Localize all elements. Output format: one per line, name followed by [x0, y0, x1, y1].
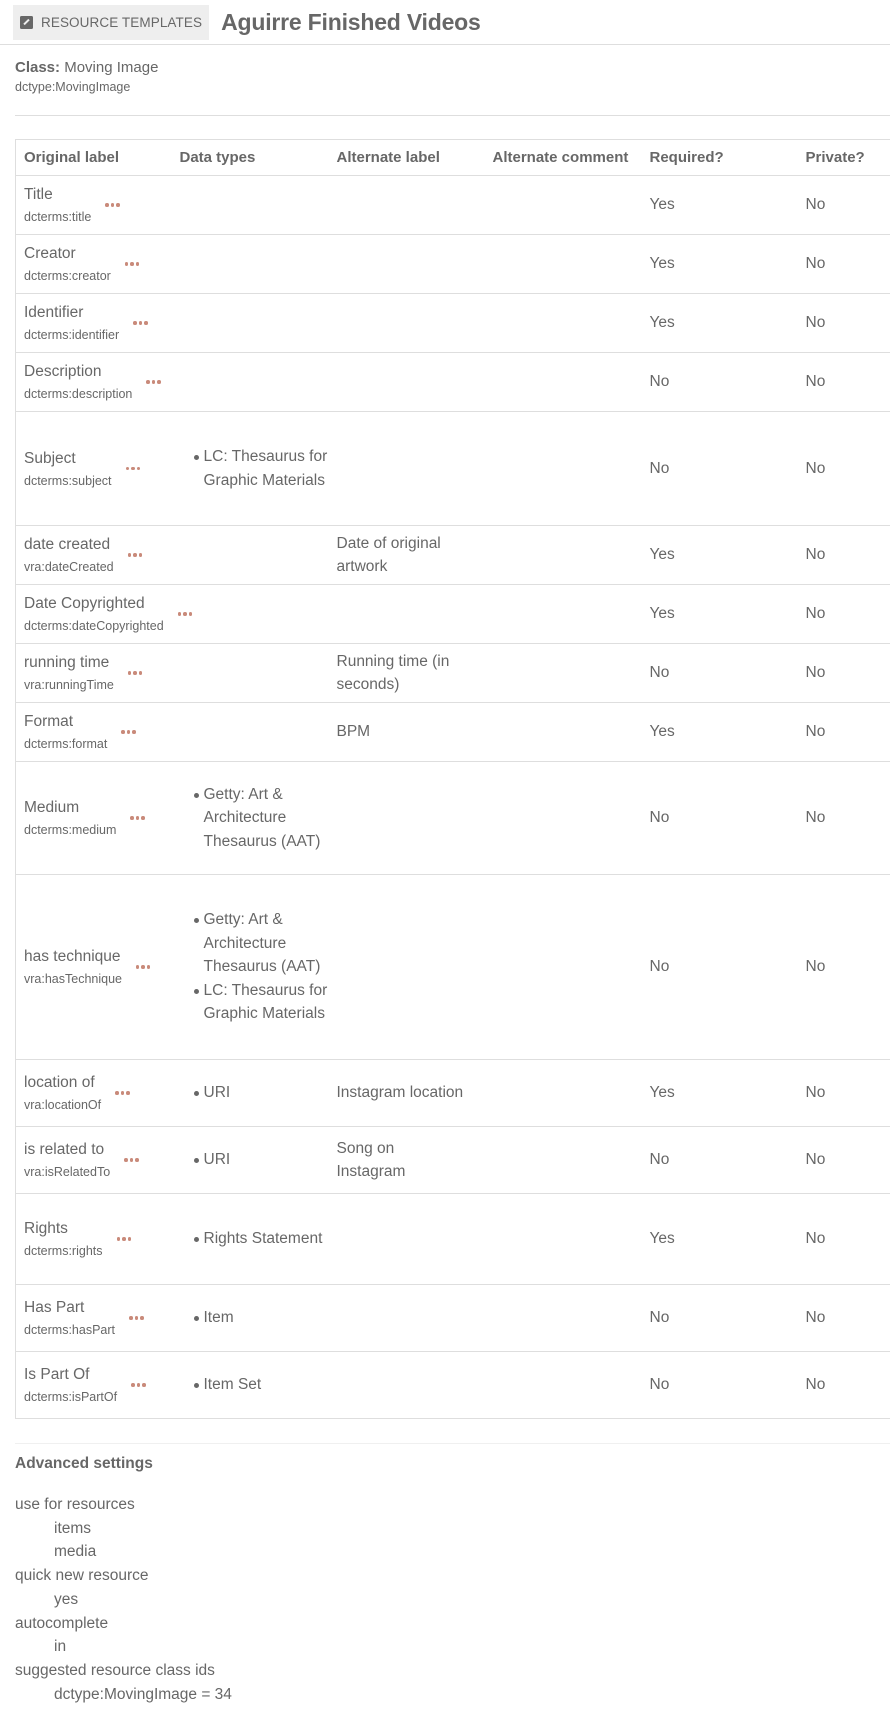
original-label-cell [16, 1194, 172, 1285]
original-label-cell [16, 1352, 172, 1419]
properties-table [15, 139, 890, 1419]
data-types-list [180, 1306, 329, 1330]
data-types-cell [172, 176, 329, 235]
alternate-comment-cell [485, 762, 642, 875]
data-types-cell [172, 644, 329, 703]
private-cell: No [798, 353, 890, 412]
ellipsis-dot [137, 467, 141, 471]
label-text [24, 797, 116, 839]
data-types-cell [172, 1352, 329, 1419]
data-types-list [180, 1373, 329, 1397]
label-text [24, 448, 112, 490]
data-types-cell [172, 875, 329, 1060]
original-label-cell [16, 703, 172, 762]
private-cell: No [798, 412, 890, 526]
required-cell: Yes [642, 526, 798, 585]
label-wrap [24, 1297, 172, 1339]
original-label-cell [16, 875, 172, 1060]
property-label: location of [24, 1074, 95, 1091]
label-text [24, 946, 122, 988]
ellipsis-dot [140, 1316, 144, 1320]
ellipsis-icon[interactable] [115, 1091, 130, 1095]
alternate-label-cell: Date of original artwork [329, 526, 485, 585]
data-types-list [180, 1081, 329, 1105]
original-label-cell [16, 762, 172, 875]
private-cell: No [798, 1060, 890, 1127]
ellipsis-icon[interactable] [117, 1237, 132, 1241]
ellipsis-icon[interactable] [133, 321, 148, 325]
property-term: dcterms:hasPart [24, 1323, 116, 1337]
alternate-label-cell [329, 176, 485, 235]
data-type-item: URI [194, 1081, 329, 1105]
advanced-divider [15, 1443, 890, 1444]
ellipsis-dot [121, 1091, 125, 1095]
original-label-cell [16, 412, 172, 526]
advanced-settings-list [15, 1493, 232, 1706]
property-label: date created [24, 536, 111, 553]
required-cell: Yes [642, 703, 798, 762]
ellipsis-dot [131, 467, 135, 471]
class-line [15, 58, 875, 78]
private-cell: No [798, 235, 890, 294]
ellipsis-dot [144, 321, 148, 325]
label-wrap [24, 184, 172, 226]
property-term: vra:hasTechnique [24, 972, 122, 986]
label-text [24, 652, 114, 694]
label-text [24, 184, 91, 226]
data-types-cell [172, 294, 329, 353]
required-cell: Yes [642, 294, 798, 353]
data-type-item: Item Set [194, 1373, 329, 1397]
property-term: vra:isRelatedTo [24, 1165, 111, 1179]
private-cell: No [798, 176, 890, 235]
ellipsis-dot [152, 380, 156, 384]
col-alternate-comment: Alternate comment [485, 140, 642, 176]
ellipsis-dot [136, 262, 140, 266]
required-cell: No [642, 412, 798, 526]
label-text [24, 1072, 101, 1114]
advanced-setting-key: use for resources [15, 1496, 135, 1513]
alternate-comment-cell [485, 294, 642, 353]
property-term: dcterms:creator [24, 269, 111, 283]
alternate-comment-cell [485, 1352, 642, 1419]
label-wrap [24, 1072, 172, 1114]
class-info [0, 45, 890, 115]
ellipsis-dot [127, 730, 131, 734]
alternate-comment-cell [485, 1194, 642, 1285]
original-label-cell [16, 644, 172, 703]
table-row [16, 1127, 890, 1194]
property-term: dcterms:dateCopyrighted [24, 619, 164, 633]
property-label: Creator [24, 245, 76, 262]
ellipsis-dot [133, 553, 137, 557]
ellipsis-dot [129, 1316, 133, 1320]
alternate-label-cell: BPM [329, 703, 485, 762]
col-original-label: Original label [16, 140, 172, 176]
ellipsis-dot [141, 965, 145, 969]
data-types-list [180, 783, 329, 854]
property-label: Title [24, 186, 53, 203]
ellipsis-dot [147, 965, 151, 969]
ellipsis-icon[interactable] [105, 203, 120, 207]
ellipsis-dot [131, 1383, 135, 1387]
ellipsis-dot [128, 553, 132, 557]
label-wrap [24, 1139, 172, 1181]
ellipsis-dot [137, 1383, 141, 1387]
ellipsis-dot [139, 553, 143, 557]
label-wrap [24, 302, 172, 344]
advanced-setting-value: in [54, 1638, 67, 1656]
label-text [24, 361, 132, 403]
alternate-label-cell [329, 1352, 485, 1419]
data-types-cell [172, 1060, 329, 1127]
required-cell: Yes [642, 176, 798, 235]
col-private: Private? [798, 140, 890, 176]
required-cell: No [642, 353, 798, 412]
ellipsis-dot [141, 816, 145, 820]
alternate-comment-cell [485, 412, 642, 526]
data-types-list [180, 1227, 329, 1251]
alternate-label-cell [329, 875, 485, 1060]
label-wrap [24, 243, 172, 285]
data-types-cell [172, 1194, 329, 1285]
private-cell: No [798, 1352, 890, 1419]
label-text [24, 1364, 117, 1406]
label-text [24, 302, 119, 344]
property-term: dcterms:description [24, 387, 133, 401]
data-types-cell [172, 412, 329, 526]
ellipsis-icon[interactable] [128, 671, 143, 675]
ellipsis-dot [146, 380, 150, 384]
ellipsis-dot [139, 671, 143, 675]
original-label-cell [16, 176, 172, 235]
alternate-comment-cell [485, 585, 642, 644]
col-alternate-label: Alternate label [329, 140, 485, 176]
alternate-comment-cell [485, 703, 642, 762]
label-wrap [24, 448, 172, 490]
required-cell: No [642, 762, 798, 875]
ellipsis-dot [111, 203, 115, 207]
table-row [16, 1352, 890, 1419]
property-term: dcterms:title [24, 210, 92, 224]
private-cell: No [798, 1194, 890, 1285]
ellipsis-dot [115, 1091, 119, 1095]
private-cell: No [798, 294, 890, 353]
data-types-cell [172, 235, 329, 294]
data-types-cell [172, 585, 329, 644]
col-data-types: Data types [172, 140, 329, 176]
label-wrap [24, 361, 172, 403]
ellipsis-dot [117, 1237, 121, 1241]
ellipsis-dot [133, 671, 137, 675]
ellipsis-icon[interactable] [136, 965, 151, 969]
data-type-item: Rights Statement [194, 1227, 329, 1251]
ellipsis-dot [139, 321, 143, 325]
ellipsis-dot [142, 1383, 146, 1387]
label-wrap [24, 946, 172, 988]
ellipsis-dot [126, 1091, 130, 1095]
ellipsis-icon[interactable] [121, 730, 136, 734]
label-wrap [24, 593, 172, 635]
required-cell: No [642, 1285, 798, 1352]
private-cell: No [798, 1285, 890, 1352]
ellipsis-dot [135, 1158, 139, 1162]
private-cell: No [798, 703, 890, 762]
property-term: dcterms:medium [24, 823, 117, 837]
data-type-item: Item [194, 1306, 329, 1330]
table-row [16, 1060, 890, 1127]
table-row [16, 875, 890, 1060]
data-types-cell [172, 703, 329, 762]
alternate-label-cell [329, 1194, 485, 1285]
ellipsis-icon[interactable] [178, 612, 193, 616]
required-cell: Yes [642, 1060, 798, 1127]
ellipsis-dot [130, 1158, 134, 1162]
table-row [16, 762, 890, 875]
data-types-list [180, 445, 329, 492]
required-cell: Yes [642, 1194, 798, 1285]
ellipsis-dot [126, 467, 130, 471]
table-header-row [16, 140, 890, 176]
ellipsis-dot [135, 1316, 139, 1320]
page-title: Aguirre Finished Videos [221, 8, 481, 35]
required-cell: No [642, 1127, 798, 1194]
property-term: vra:locationOf [24, 1098, 102, 1112]
data-type-item: LC: Thesaurus for Graphic Materials [194, 979, 329, 1026]
property-term: dcterms:format [24, 737, 108, 751]
alternate-comment-cell [485, 875, 642, 1060]
advanced-setting-key: suggested resource class ids [15, 1661, 215, 1679]
label-text [24, 1139, 110, 1181]
ellipsis-dot [105, 203, 109, 207]
original-label-cell [16, 294, 172, 353]
property-label: running time [24, 654, 110, 671]
table-row [16, 585, 890, 644]
property-label: Format [24, 713, 74, 730]
label-wrap [24, 711, 172, 753]
advanced-setting-value: items [54, 1519, 92, 1537]
property-term: dcterms:isPartOf [24, 1390, 118, 1404]
data-types-list [180, 908, 329, 1026]
ellipsis-dot [130, 816, 134, 820]
col-required: Required? [642, 140, 798, 176]
ellipsis-icon[interactable] [130, 816, 145, 820]
ellipsis-dot [183, 612, 187, 616]
ellipsis-icon[interactable] [128, 553, 143, 557]
table-row [16, 1194, 890, 1285]
label-wrap [24, 652, 172, 694]
property-term: dcterms:identifier [24, 328, 120, 342]
property-term: vra:runningTime [24, 678, 114, 692]
ellipsis-dot [133, 321, 137, 325]
original-label-cell [16, 1285, 172, 1352]
ellipsis-dot [121, 730, 125, 734]
data-type-item: Getty: Art & Architecture Thesaurus (AAT) [194, 783, 329, 854]
private-cell: No [798, 644, 890, 703]
property-label: Has Part [24, 1299, 85, 1316]
alternate-comment-cell [485, 176, 642, 235]
label-wrap [24, 534, 172, 576]
original-label-cell [16, 353, 172, 412]
table-row [16, 294, 890, 353]
alternate-label-cell [329, 294, 485, 353]
alternate-label-cell: Running time (in seconds) [329, 644, 485, 703]
property-label: Date Copyrighted [24, 595, 145, 612]
label-text [24, 534, 114, 576]
private-cell: No [798, 526, 890, 585]
required-cell: No [642, 1352, 798, 1419]
alternate-label-cell [329, 412, 485, 526]
ellipsis-dot [136, 965, 140, 969]
original-label-cell [16, 585, 172, 644]
label-text [24, 593, 164, 635]
alternate-label-cell: Instagram location [329, 1060, 485, 1127]
property-label: Is Part Of [24, 1366, 90, 1383]
ellipsis-dot [178, 612, 182, 616]
property-label: Subject [24, 449, 76, 467]
alternate-label-cell [329, 762, 485, 875]
original-label-cell [16, 526, 172, 585]
alternate-label-cell [329, 1285, 485, 1352]
edit-square-icon [20, 16, 33, 29]
table-row [16, 526, 890, 585]
property-term: dcterms:subject [24, 473, 112, 488]
label-wrap [24, 1364, 172, 1406]
data-types-cell [172, 762, 329, 875]
ellipsis-dot [128, 671, 132, 675]
required-cell: Yes [642, 235, 798, 294]
original-label-cell [16, 235, 172, 294]
property-term: dcterms:rights [24, 1244, 103, 1258]
label-text [24, 1297, 115, 1339]
data-type-item: Getty: Art & Architecture Thesaurus (AAT) [194, 908, 329, 979]
class-term: dctype:MovingImage [15, 80, 131, 94]
ellipsis-dot [136, 816, 140, 820]
alternate-comment-cell [485, 235, 642, 294]
table-row [16, 412, 890, 526]
ellipsis-icon[interactable] [129, 1316, 144, 1320]
table-row [16, 1285, 890, 1352]
ellipsis-icon[interactable] [125, 262, 140, 266]
ellipsis-dot [132, 730, 136, 734]
data-types-cell [172, 1127, 329, 1194]
table-row [16, 644, 890, 703]
label-wrap [24, 797, 172, 839]
breadcrumb-label: RESOURCE TEMPLATES [41, 14, 203, 30]
required-cell: No [642, 644, 798, 703]
property-label: has technique [24, 948, 121, 965]
label-text [24, 1218, 103, 1260]
property-label: Description [24, 363, 102, 380]
ellipsis-icon[interactable] [131, 1383, 146, 1387]
advanced-settings-title: Advanced settings [15, 1455, 153, 1472]
alternate-comment-cell [485, 353, 642, 412]
ellipsis-dot [122, 1237, 126, 1241]
ellipsis-icon[interactable] [124, 1158, 139, 1162]
private-cell: No [798, 762, 890, 875]
property-term: vra:dateCreated [24, 560, 114, 574]
table-row [16, 176, 890, 235]
property-label: is related to [24, 1141, 105, 1158]
advanced-setting-key: autocomplete [15, 1614, 109, 1632]
original-label-cell [16, 1127, 172, 1194]
data-types-cell [172, 1285, 329, 1352]
data-types-list [180, 1148, 329, 1172]
alternate-label-cell [329, 353, 485, 412]
ellipsis-dot [157, 380, 161, 384]
ellipsis-dot [189, 612, 193, 616]
original-label-cell [16, 1060, 172, 1127]
ellipsis-dot [116, 203, 120, 207]
property-label: Identifier [24, 304, 84, 321]
property-label: Medium [24, 799, 80, 816]
divider [15, 115, 890, 116]
alternate-label-cell [329, 235, 485, 294]
advanced-setting-key: quick new resource [15, 1567, 149, 1585]
resource-templates-breadcrumb[interactable] [13, 5, 209, 40]
ellipsis-icon[interactable] [126, 467, 141, 471]
alternate-comment-cell [485, 1285, 642, 1352]
table-row [16, 353, 890, 412]
ellipsis-dot [125, 262, 129, 266]
page-header [0, 0, 890, 45]
label-text [24, 243, 111, 285]
advanced-setting-value: dctype:MovingImage = 34 [54, 1685, 232, 1703]
private-cell: No [798, 875, 890, 1060]
private-cell: No [798, 1127, 890, 1194]
required-cell: Yes [642, 585, 798, 644]
alternate-comment-cell [485, 526, 642, 585]
alternate-comment-cell [485, 1060, 642, 1127]
class-label: Class: [15, 59, 61, 76]
data-types-cell [172, 353, 329, 412]
ellipsis-dot [130, 262, 134, 266]
data-type-item: LC: Thesaurus for Graphic Materials [194, 445, 329, 492]
required-cell: No [642, 875, 798, 1060]
alternate-label-cell [329, 585, 485, 644]
label-text [24, 711, 107, 753]
ellipsis-icon[interactable] [146, 380, 161, 384]
class-value: Moving Image [64, 59, 159, 76]
table-row [16, 703, 890, 762]
advanced-setting-value: media [54, 1543, 97, 1561]
alternate-comment-cell [485, 1127, 642, 1194]
private-cell: No [798, 585, 890, 644]
ellipsis-dot [128, 1237, 132, 1241]
data-types-cell [172, 526, 329, 585]
data-type-item: URI [194, 1148, 329, 1172]
alternate-label-cell: Song on Instagram [329, 1127, 485, 1194]
label-wrap [24, 1218, 172, 1260]
table-row [16, 235, 890, 294]
ellipsis-dot [124, 1158, 128, 1162]
advanced-setting-value: yes [54, 1590, 79, 1608]
property-label: Rights [24, 1220, 68, 1237]
alternate-comment-cell [485, 644, 642, 703]
